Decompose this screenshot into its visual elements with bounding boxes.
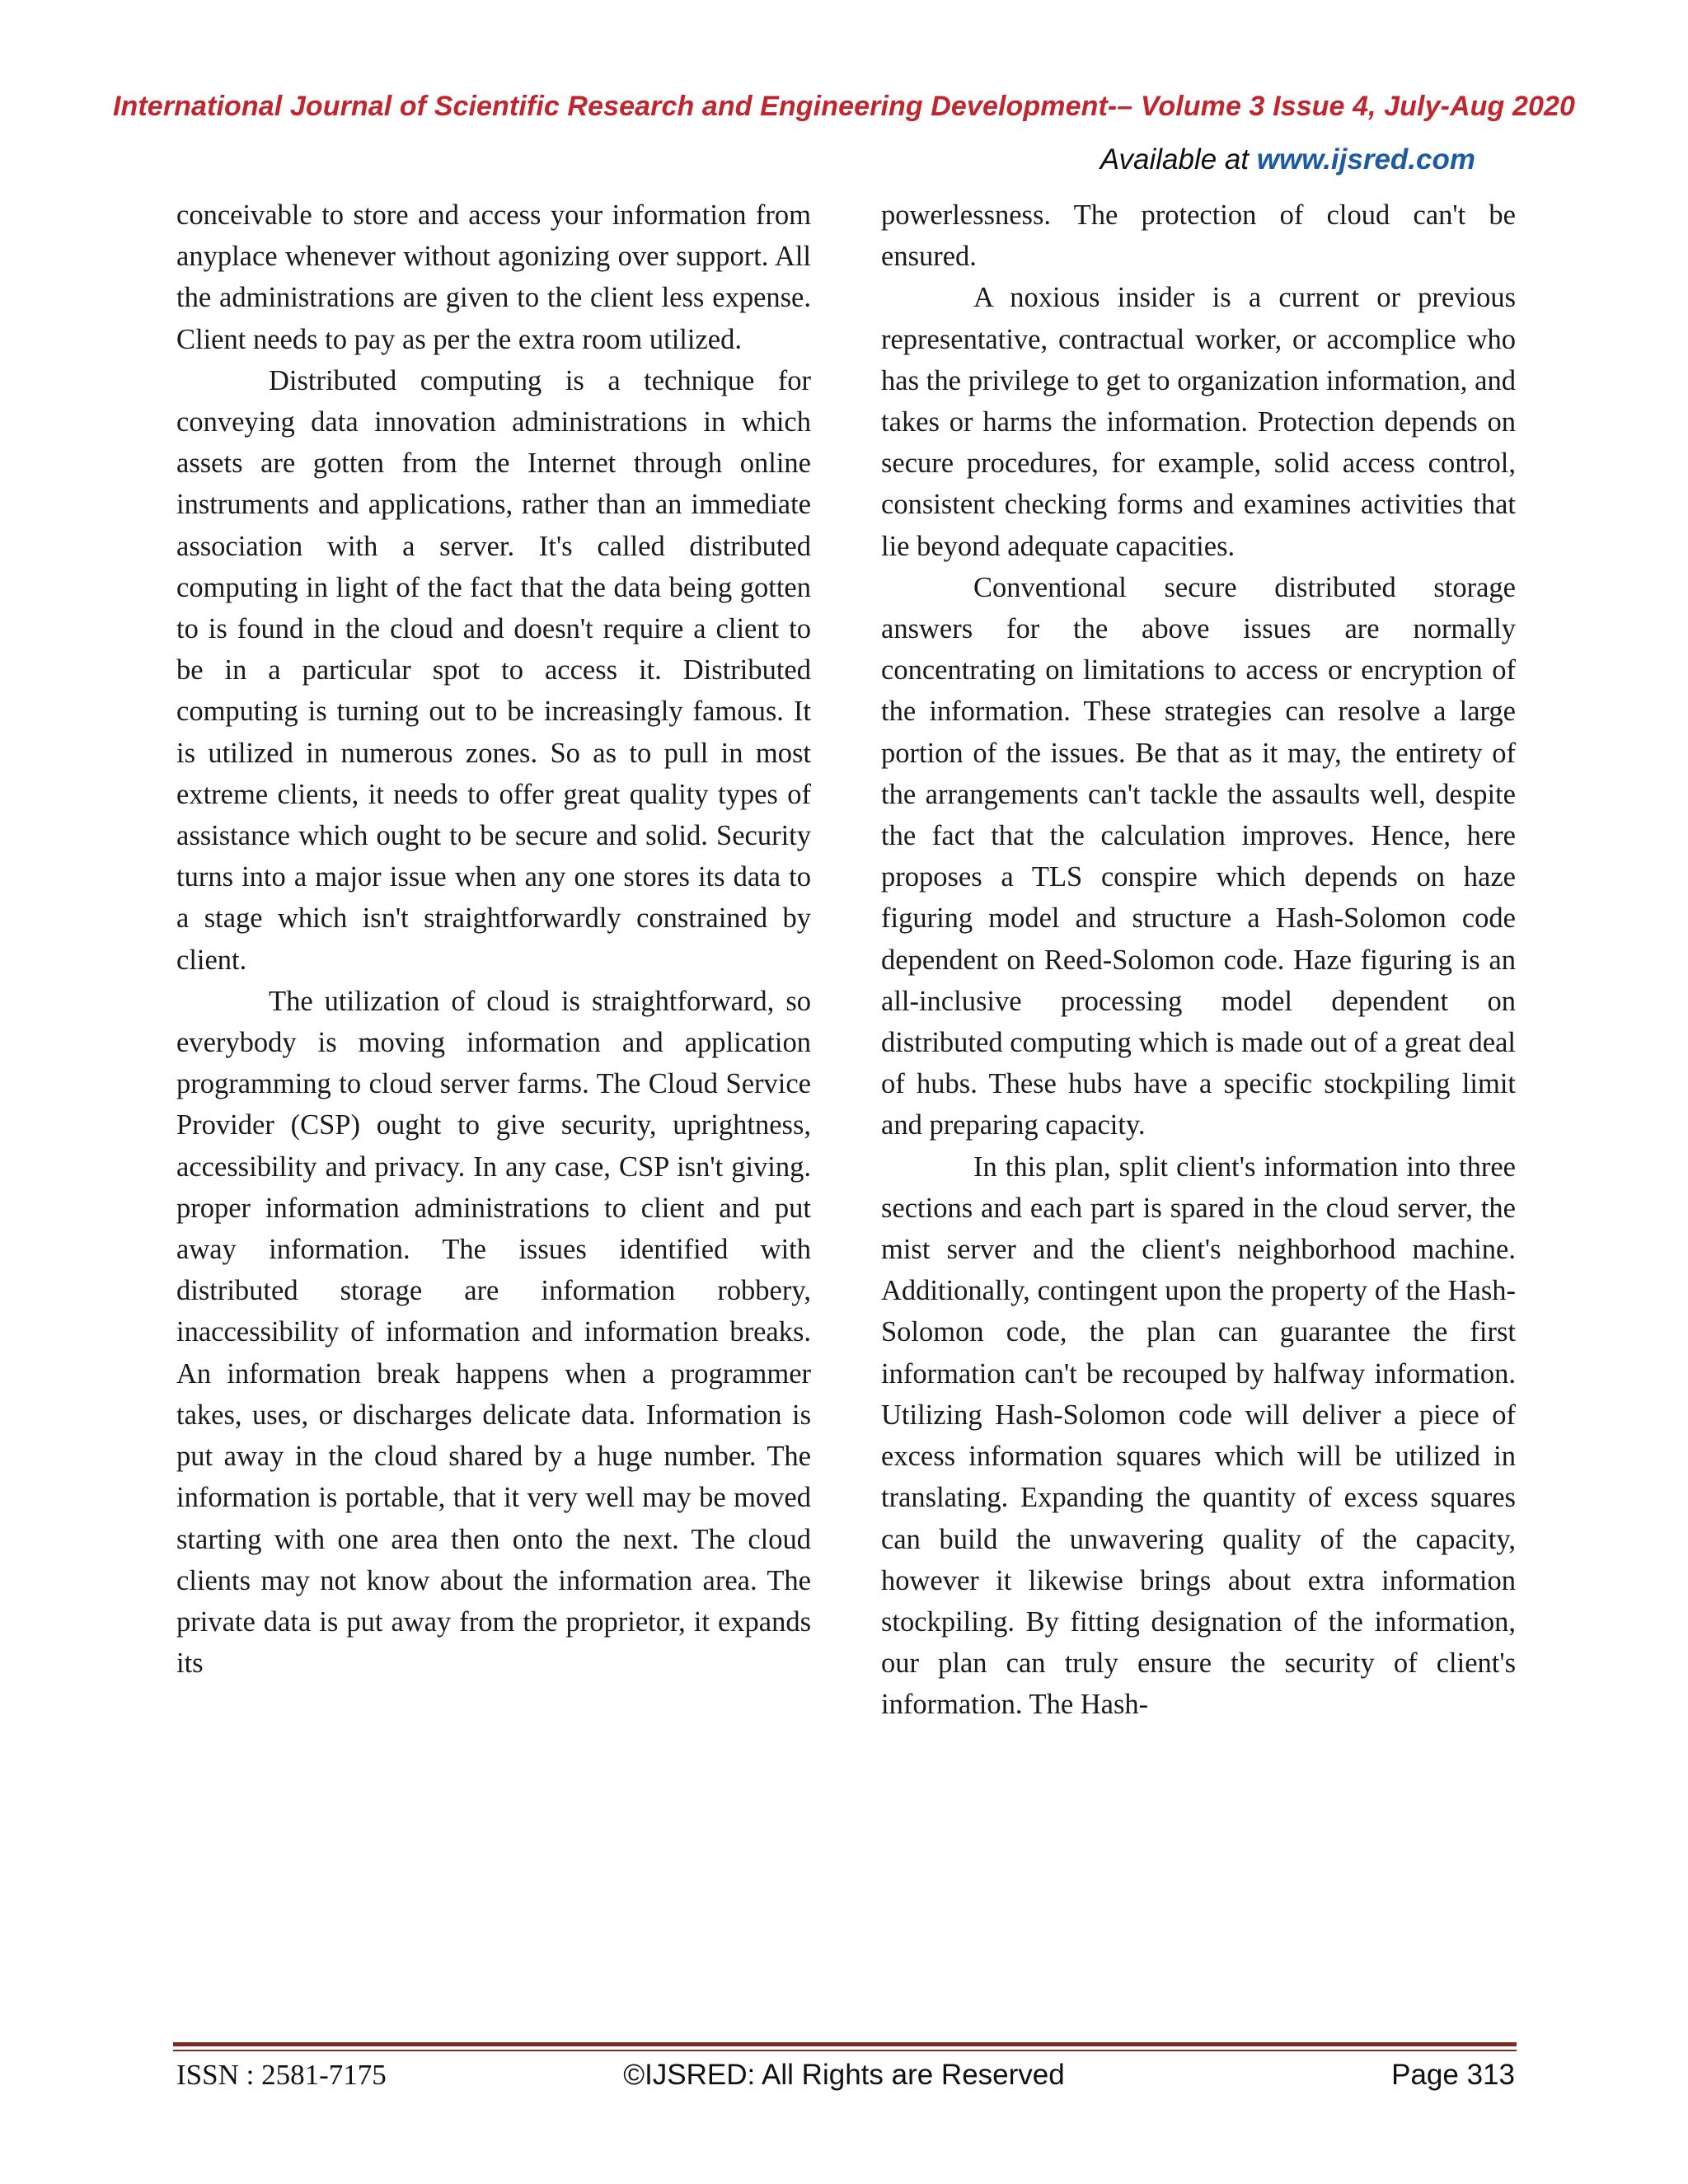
paragraph: The utilization of cloud is straightforward, so everybody is moving information and application programming to cloud server farms. The Cloud Service Provider (CSP) ought to give security, uprightness, accessibility and privacy. In any case, CSP isn't giving. proper information administrations to client and put away information. The issues identified with distributed storage are information robbery, inaccessibility of information and information breaks. An information break happens when a programmer takes, uses, or discharges delicate data. Information is put away in the cloud shared by a huge number. The information is portable, that it very well may be moved starting with one area then onto the next. The cloud clients may not know about the information area. The private data is put away from the proprietor, it expands its xyxy=(176,985,811,1680)
journal-header: International Journal of Scientific Research and Engineering Development-– Volume 3 Issue 4, July-Aug 2020 xyxy=(112,91,1576,122)
paragraph: conceivable to store and access your information from anyplace whenever without agonizing over support. All the administrations are given to the client less expense. Client needs to pay as per the extra room utilized. xyxy=(176,199,811,355)
available-at-label: Available at xyxy=(1100,143,1257,176)
paragraph: A noxious insider is a current or previous representative, contractual worker, or accomplice who has the privilege to get to organization information, and takes or harms the information. Protection depends on secure procedures, for example, solid access control, consistent checking forms and examines activities that lie beyond adequate capacities. xyxy=(881,282,1516,562)
footer-page-number: Page 313 xyxy=(1391,2059,1515,2091)
journal-website-link[interactable]: www.ijsred.com xyxy=(1256,143,1475,176)
available-at-line xyxy=(1100,143,1475,176)
left-column xyxy=(176,194,811,1684)
paragraph: powerlessness. The protection of cloud can't be ensured. xyxy=(881,199,1516,273)
paragraph: In this plan, split client's information into three sections and each part is spared in the cloud server, the mist server and the client's neighborhood machine. Additionally, contingent upon the property of the Hash-Solomon code, the plan can guarantee the first information can't be recouped by halfway information. Utilizing Hash-Solomon code will deliver a piece of excess information squares which will be utilized in translating. Expanding the quantity of excess squares can build the unwavering quality of the capacity, however it likewise brings about extra information stockpiling. By fitting designation of the information, our plan can truly ensure the security of client's information. The Hash- xyxy=(881,1151,1516,1721)
footer-copyright: ©IJSRED: All Rights are Reserved xyxy=(623,2059,1065,2091)
footer-divider xyxy=(173,2042,1517,2051)
paragraph: Conventional secure distributed storage answers for the above issues are normally concentrating on limitations to access or encryption of the information. These strategies can resolve a large portion of the issues. Be that as it may, the entirety of the arrangements can't tackle the assaults well, despite the fact that the calculation improves. Hence, here proposes a TLS conspire which depends on haze figuring model and structure a Hash-Solomon code dependent on Reed-Solomon code. Haze figuring is an all-inclusive processing model dependent on distributed computing which is made out of a great deal of hubs. These hubs have a specific stockpiling limit and preparing capacity. xyxy=(881,571,1516,1141)
footer-issn: ISSN : 2581-7175 xyxy=(176,2059,387,2091)
paragraph: Distributed computing is a technique for conveying data innovation administrations in which assets are gotten from the Internet through online instruments and applications, rather than an immediate association with a server. It's called distributed computing in light of the fact that the data being gotten to is found in the cloud and doesn't require a client to be in a particular spot to access it. Distributed computing is turning out to be increasingly famous. It is utilized in numerous zones. So as to pull in most extreme clients, it needs to offer great quality types of assistance which ought to be secure and solid. Security turns into a major issue when any one stores its data to a stage which isn't straightforwardly constrained by client. xyxy=(176,364,811,976)
right-column xyxy=(881,194,1516,1726)
